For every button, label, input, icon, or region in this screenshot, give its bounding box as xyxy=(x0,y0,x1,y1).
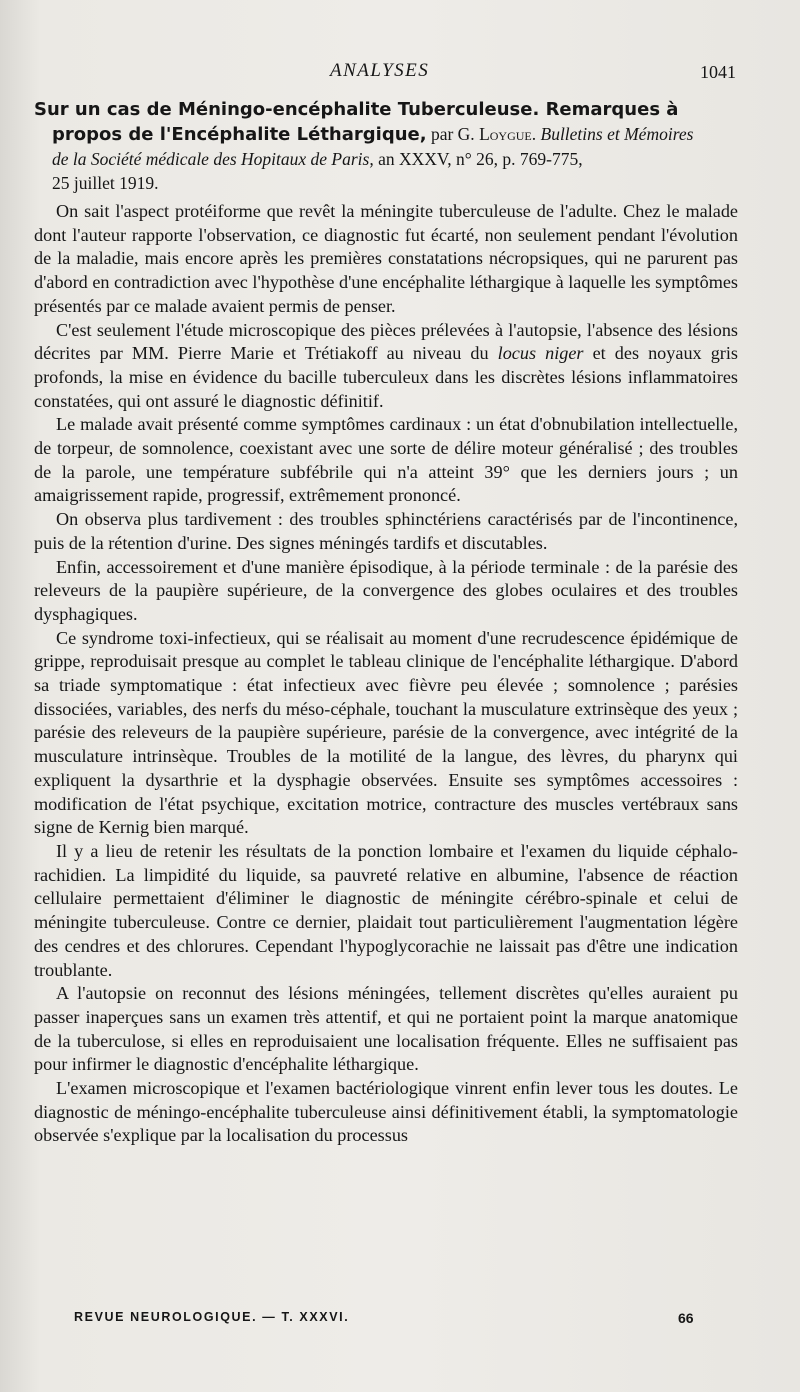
article-date: 25 juillet 1919. xyxy=(52,173,159,193)
paragraph-1: On sait l'aspect protéiforme que revêt la méningite tuberculeuse de l'adulte. Chez le malade dont l'auteur rapporte l'observation, ce diagnostic fut écarté, non seulement pendant l'évolution de la maladie, mais encore après les premières constatations nécropsiques, qui ne parurent pas d'abord en contradiction avec l'hypothèse d'une encéphalite léthargique à laquelle les symptômes présentés par ce malade avaient permis de penser. xyxy=(34,201,738,316)
paragraph-2-part-a: C'est seulement l'étude microscopique des pièces prélevées à l'autopsie, l'absence des lésions décrites par MM. Pierre Marie et Trétiakoff au niveau du xyxy=(34,319,738,364)
locus-niger-term: locus niger xyxy=(497,343,584,364)
article-heading xyxy=(34,97,738,195)
article-heading-continuation: propos de l'Encéphalite Léthargique, par G. Loygue. Bulletins et Mémoires xyxy=(52,124,694,145)
article-title-line-2: propos de l'Encéphalite Léthargique, xyxy=(52,124,427,145)
citation-journal-2: de la Société médicale des Hopitaux de Paris, xyxy=(52,149,374,169)
page-header xyxy=(0,60,800,90)
running-title: ANALYSES xyxy=(330,60,430,81)
paragraph-3: Le malade avait présenté comme symptômes cardinaux : un état d'obnubilation intellectuelle, de torpeur, de somnolence, coexistant avec une sorte de délire moteur généralisé ; des troubles de la parole, une température subfébrile qui n'a atteint 39° que les derniers jours ; un amaigrissement rapide, progressif, extrêmement prononcé. xyxy=(34,414,738,506)
article-body xyxy=(34,200,738,1148)
paragraph-6: Ce syndrome toxi-infectieux, qui se réalisait au moment d'une recrudescence épidémique de grippe, reproduisait presque au complet le tableau clinique de l'encéphalite léthargique. D'abord sa triade symptomatique : état infectieux avec fièvre peu élevée ; somnolence ; parésies dissociées, variables, des nerfs du méso-céphale, touchant la musculature extrinsèque des yeux ; parésie des releveurs de la paupière supérieure, parésie de la convergence, avec intégrité de la musculature intrinsèque. Troubles de la motilité de la langue, des lèvres, du pharynx qui expliquent la dysarthrie et la dysphagie observées. Ensuite ses symptômes accessoires : modification de l'état psychique, excitation motrice, contracture des muscles vertébraux sans signe de Kernig bien marqué. xyxy=(34,627,738,838)
by-label: par G. xyxy=(426,124,480,144)
paragraph-4: On observa plus tardivement : des troubles sphinctériens caractérisés par de l'incontinence, puis de la rétention d'urine. Des signes méningés tardifs et discutables. xyxy=(34,509,738,553)
citation-volume: an XXXV, n° 26, p. 769-775, xyxy=(373,149,583,169)
paragraph-8: A l'autopsie on reconnut des lésions méningées, tellement discrètes qu'elles auraient pu passer inaperçues sans un examen très attentif, et qui ne portaient point la marque anatomique de la tuberculose, si elles en reproduisaient une localisation fréquente. Elles ne suffisaient pas pour infirmer le diagnostic d'encéphalite léthargique. xyxy=(34,983,738,1075)
journal-signature: REVUE NEUROLOGIQUE. — T. XXXVI. xyxy=(74,1310,350,1324)
paragraph-5: Enfin, accessoirement et d'une manière épisodique, à la période terminale : de la parésie des releveurs de la paupière supérieure, de la convergence des globes oculaires et des troubles dysphagiques. xyxy=(34,556,738,624)
article-title-line-1: Sur un cas de Méningo-encéphalite Tuberculeuse. Remarques à xyxy=(34,99,679,120)
paragraph-9: L'examen microscopique et l'examen bactériologique vinrent enfin lever tous les doutes. Le diagnostic de méningo-encéphalite tuberculeuse ainsi définitivement établi, la symptomatologie observée s'explique par la localisation du processus xyxy=(34,1078,738,1146)
author-name: Loygue xyxy=(479,124,532,144)
page-number: 1041 xyxy=(700,62,736,82)
paragraph-7: Il y a lieu de retenir les résultats de la ponction lombaire et l'examen du liquide céphalo-rachidien. La limpidité du liquide, sa pauvreté relative en albumine, l'absence de réaction cellulaire permettaient d'éliminer le diagnostic de méningite cérébro-spinale et celui de méningite tuberculeuse. Contre ce dernier, plaidait tout particulièrement l'augmentation légère des cendres et des chlorures. Cependant l'hypoglycorachie ne laissait pas d'être une indication troublante. xyxy=(34,840,738,980)
article-citation-line xyxy=(34,149,583,169)
page-footer xyxy=(0,1310,800,1336)
paragraph-2 xyxy=(34,319,738,414)
paragraph-2-part-b: et des noyaux gris profonds, la mise en évidence du bacille tuberculeux dans les discrètes lésions inflammatoires constatées, qui ont assuré le diagnostic définitif. xyxy=(34,343,738,411)
citation-journal-1: Bulletins et Mémoires xyxy=(540,124,694,144)
sheet-number: 66 xyxy=(678,1310,694,1326)
